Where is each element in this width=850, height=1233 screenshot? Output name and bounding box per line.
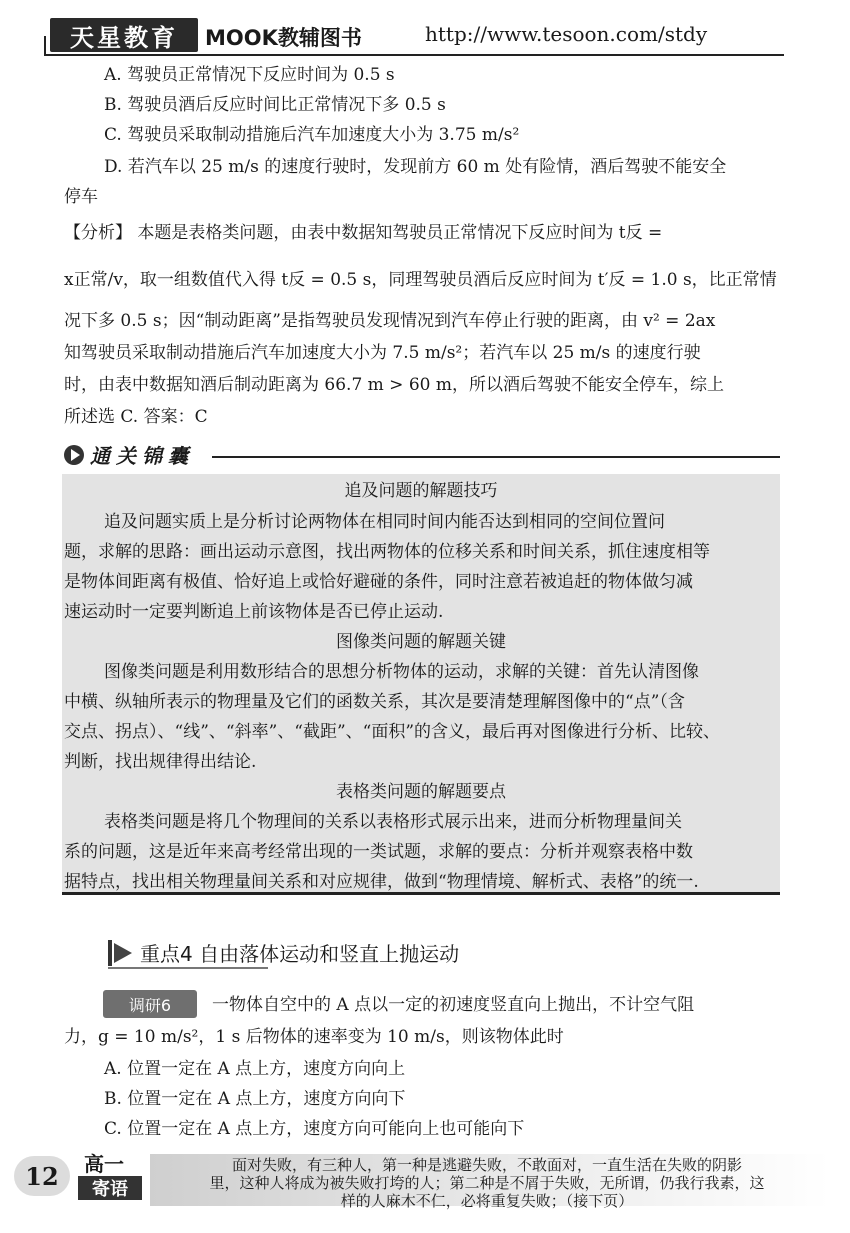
section-title: 重点4 自由落体运动和竖直上抛运动	[140, 942, 460, 966]
analysis-line-5: 时，由表中数据知酒后制动距离为 66.7 m > 60 m，所以酒后驾驶不能安全停车，综上	[64, 375, 724, 395]
tips-p2-line3: 交点、拐点）、“线”、“斜率”、“截距”、“面积”的含义，最后再对图像进行分析、比较、	[64, 722, 721, 742]
header-divider	[44, 54, 784, 56]
footer-line-2: 里，这种人将成为被失败打垮的人；第二种是不屑于失败，无所谓，仍我行我素，这	[209, 1174, 765, 1192]
tips-p1-line3: 是物体间距离有极值、恰好追上或恰好避碰的条件，同时注意若被追赶的物体做匀减	[64, 572, 693, 592]
option-d-line2: 停车	[64, 187, 98, 207]
analysis-line-4: 知驾驶员采取制动措施后汽车加速度大小为 7.5 m/s²；若汽车以 25 m/s 的速度行驶	[64, 343, 701, 363]
tips-heading-2: 图像类问题的解题关键	[336, 632, 506, 652]
header-corner	[44, 36, 46, 56]
header-url[interactable]: http://www.tesoon.com/stdy	[425, 22, 708, 46]
option-d-line1: D. 若汽车以 25 m/s 的速度行驶时，发现前方 60 m 处有险情，酒后驾驶不能安全	[104, 157, 727, 177]
analysis-line-6: 所述选 C. 答案：C	[64, 407, 208, 427]
tips-heading-3: 表格类问题的解题要点	[336, 782, 506, 802]
tips-p2-line4: 判断，找出规律得出结论.	[64, 752, 257, 772]
tips-p2-line1: 图像类问题是利用数形结合的思想分析物体的运动，求解的关键：首先认清图像	[104, 662, 699, 682]
series-brand: MOOK教辅图书	[205, 26, 362, 50]
question-option-c: C. 位置一定在 A 点上方，速度方向可能向上也可能向下	[104, 1119, 525, 1139]
tips-heading-1: 追及问题的解题技巧	[344, 481, 498, 501]
question-option-b: B. 位置一定在 A 点上方，速度方向向下	[104, 1089, 406, 1109]
arrow-right-icon	[114, 943, 132, 963]
tips-p3-line2: 系的问题，这是近年来高考经常出现的一类试题，求解的要点：分析并观察表格中数	[64, 842, 693, 862]
tips-p1-line1: 追及问题实质上是分析讨论两物体在相同时间内能否达到相同的空间位置问	[104, 512, 665, 532]
play-icon	[64, 445, 84, 465]
page-number: 12	[14, 1156, 70, 1196]
tips-divider	[212, 456, 780, 458]
footer-grade: 高一	[84, 1152, 124, 1176]
option-a: A. 驾驶员正常情况下反应时间为 0.5 s	[104, 65, 395, 85]
section-underline	[108, 967, 268, 969]
option-b: B. 驾驶员酒后反应时间比正常情况下多 0.5 s	[104, 95, 446, 115]
question-line-2: 力，g = 10 m/s²，1 s 后物体的速率变为 10 m/s，则该物体此时	[64, 1027, 564, 1047]
publisher-logo: 天星教育	[50, 18, 198, 52]
question-option-a: A. 位置一定在 A 点上方，速度方向向上	[104, 1059, 406, 1079]
option-c: C. 驾驶员采取制动措施后汽车加速度大小为 3.75 m/s²	[104, 125, 520, 145]
tips-p3-line3: 据特点，找出相关物理量间关系和对应规律，做到“物理情境、解析式、表格”的统一.	[64, 872, 699, 892]
tips-title: 通关锦囊	[90, 444, 194, 468]
tips-p3-line1: 表格类问题是将几个物理间的关系以表格形式展示出来，进而分析物理量间关	[104, 812, 682, 832]
analysis-line-3: 况下多 0.5 s；因“制动距离”是指驾驶员发现情况到汽车停止行驶的距离，由 v² = 2ax	[64, 311, 716, 331]
footer-label: 寄语	[78, 1176, 142, 1200]
footer-line-1: 面对失败，有三种人，第一种是逃避失败，不敢面对，一直生活在失败的阴影	[231, 1156, 742, 1174]
footer-line-3: 样的人麻木不仁，必将重复失败；（接下页）	[340, 1192, 634, 1210]
tips-p1-line2: 题，求解的思路：画出运动示意图，找出两物体的位移关系和时间关系，抓住速度相等	[64, 542, 710, 562]
question-line-1: 一物体自空中的 A 点以一定的初速度竖直向上抛出，不计空气阻	[212, 995, 695, 1015]
tips-p2-line2: 中横、纵轴所表示的物理量及它们的函数关系，其次是要清楚理解图像中的“点”（含	[64, 692, 685, 712]
tips-p1-line4: 速运动时一定要判断追上前该物体是否已停止运动.	[64, 602, 444, 622]
analysis-line-2: x正常/v，取一组数值代入得 t反 = 0.5 s，同理驾驶员酒后反应时间为 t′反 = 1.0 s，比正常情	[64, 270, 777, 290]
exercise-badge: 调研6	[103, 990, 197, 1018]
section-marker	[108, 940, 112, 966]
analysis-line-1: 【分析】 本题是表格类问题，由表中数据知驾驶员正常情况下反应时间为 t反 =	[64, 223, 663, 243]
